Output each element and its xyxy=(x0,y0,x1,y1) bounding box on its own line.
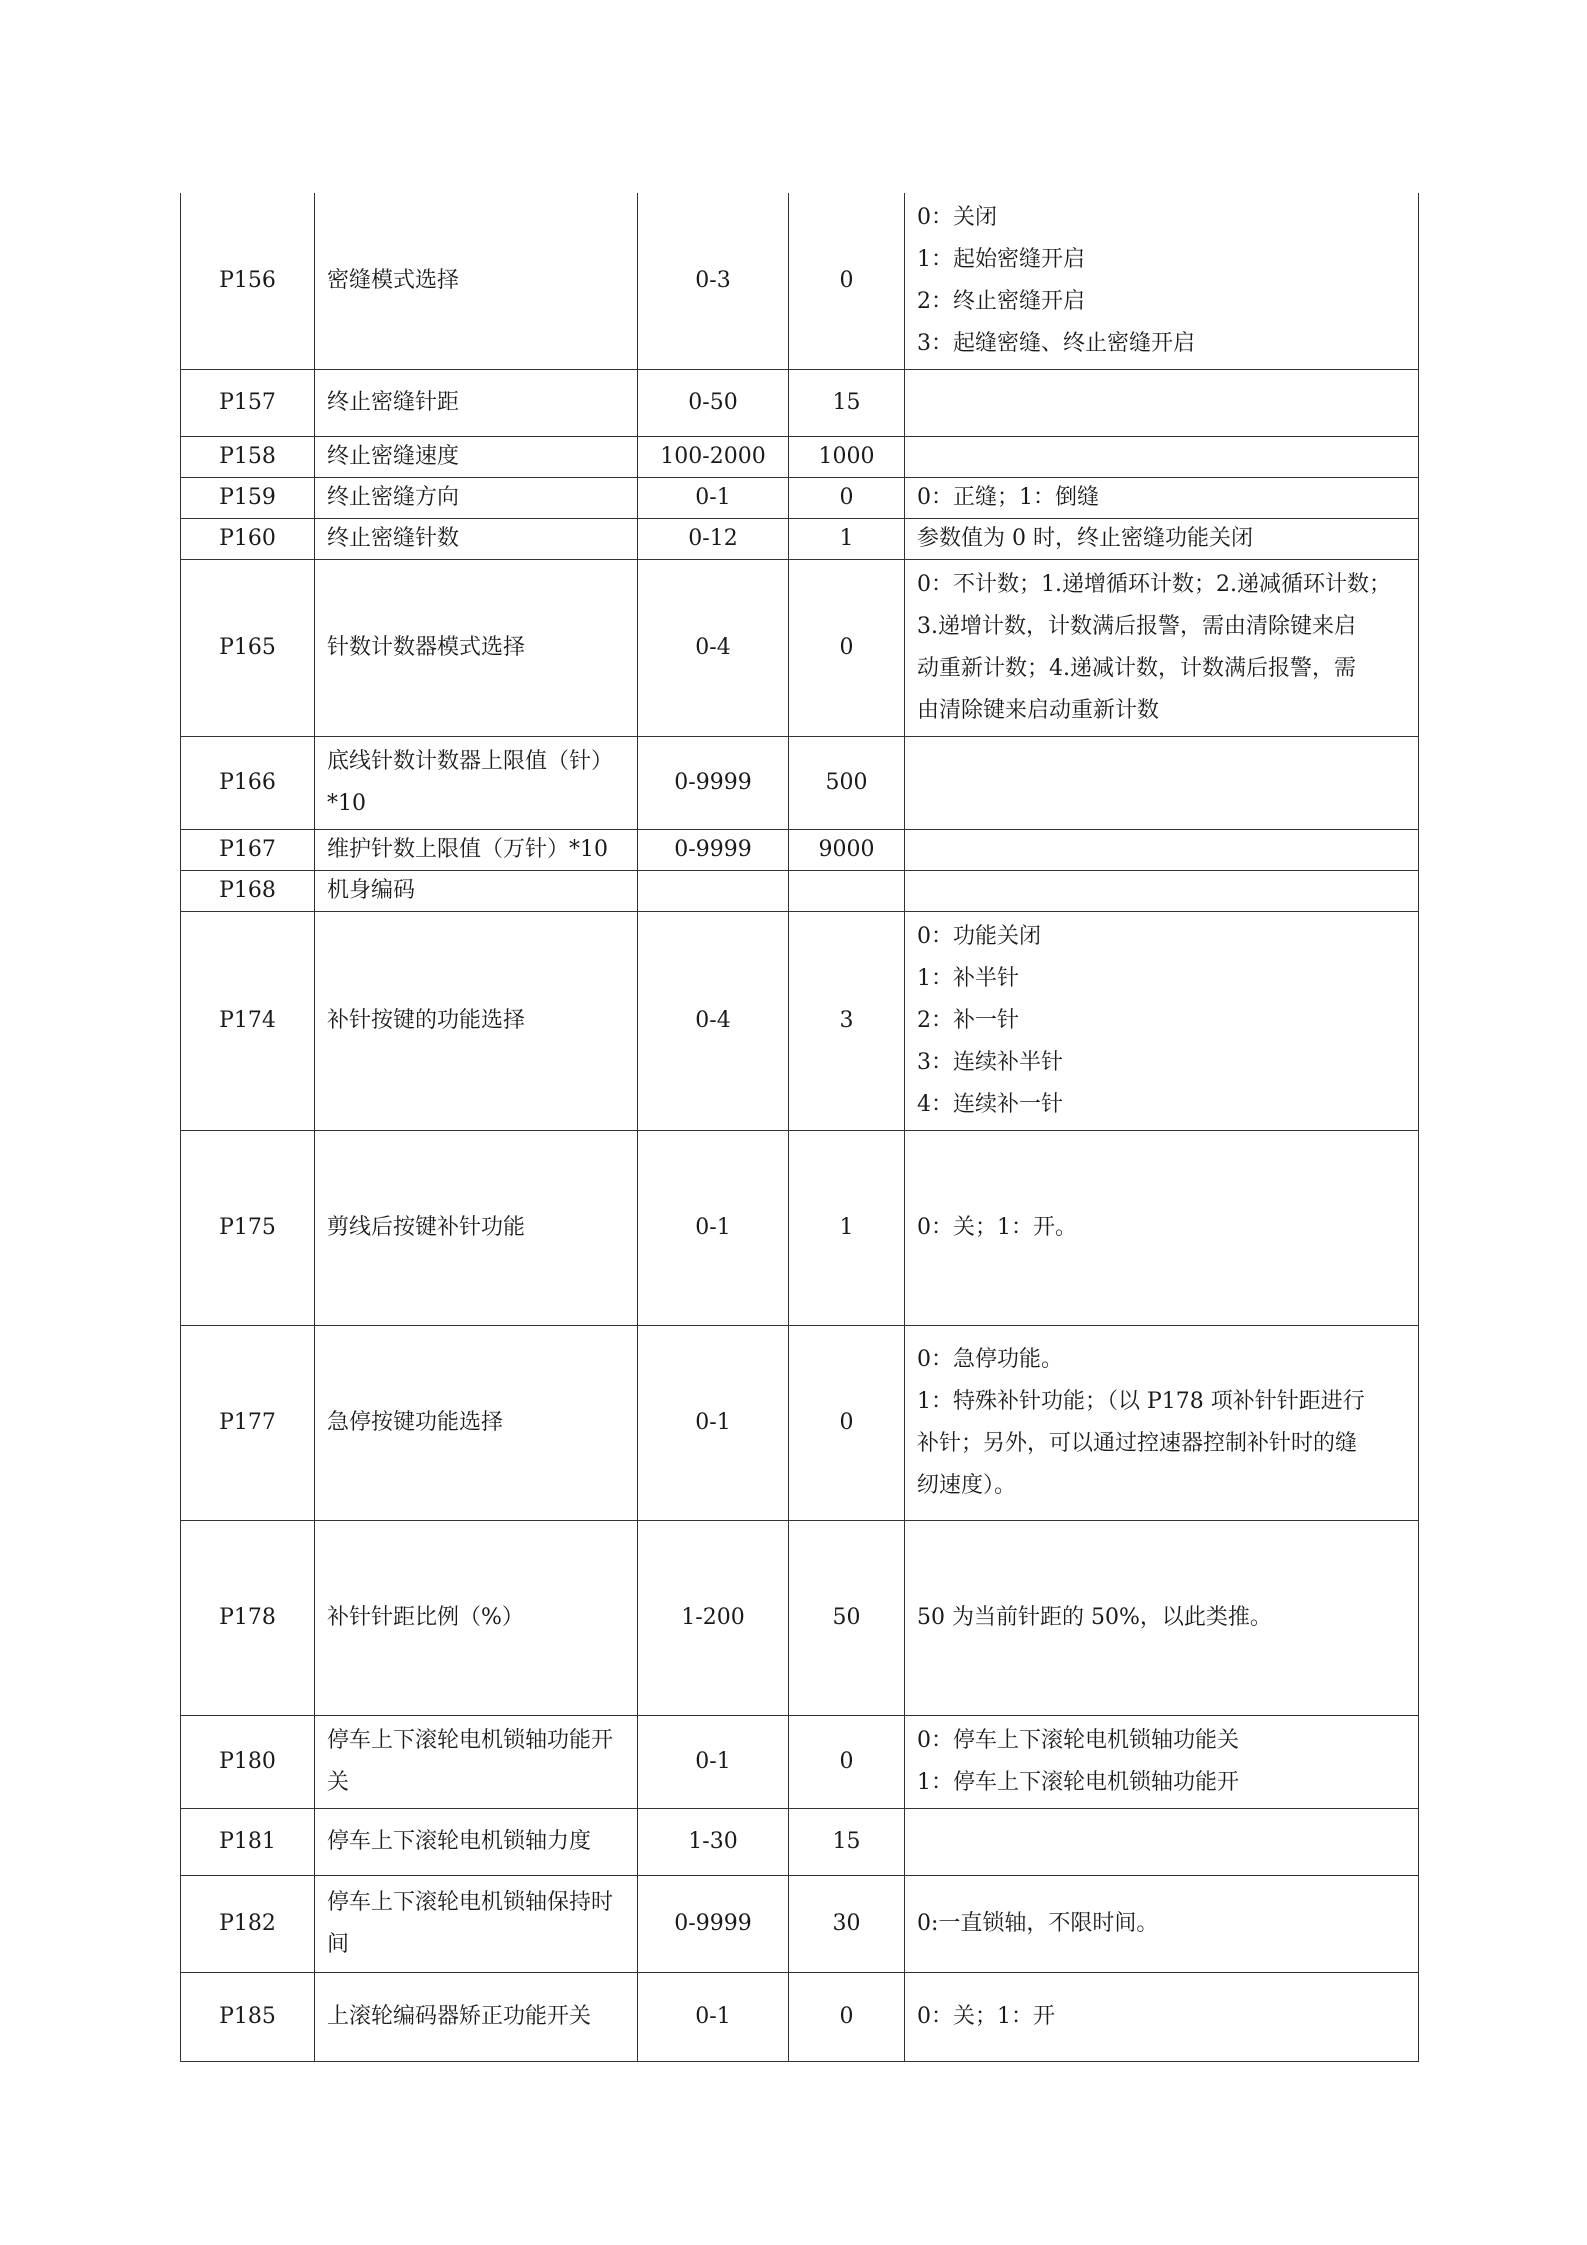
param-description xyxy=(905,1809,1419,1876)
param-code: P175 xyxy=(181,1131,315,1326)
param-default: 1 xyxy=(789,1131,905,1326)
param-name: 维护针数上限值（万针）*10 xyxy=(315,830,638,871)
table-row xyxy=(181,193,1419,370)
description-line: 1：补半针 xyxy=(917,966,1019,991)
param-default: 15 xyxy=(789,1809,905,1876)
param-default: 0 xyxy=(789,1973,905,2062)
param-code: P185 xyxy=(181,1973,315,2062)
param-range: 0-50 xyxy=(638,370,789,437)
param-range: 0-4 xyxy=(638,560,789,737)
param-description xyxy=(905,1876,1419,1973)
param-range: 0-1 xyxy=(638,478,789,519)
param-description xyxy=(905,560,1419,737)
param-code: P182 xyxy=(181,1876,315,1973)
description-line: 3：起缝密缝、终止密缝开启 xyxy=(917,331,1195,356)
param-code: P160 xyxy=(181,519,315,560)
param-code: P178 xyxy=(181,1521,315,1716)
description-line: 补针；另外，可以通过控速器控制补针时的缝 xyxy=(917,1431,1358,1456)
description-line: 由清除键来启动重新计数 xyxy=(917,698,1160,723)
param-default: 1000 xyxy=(789,437,905,478)
param-code: P180 xyxy=(181,1716,315,1809)
table-row xyxy=(181,478,1419,519)
param-range: 0-1 xyxy=(638,1716,789,1809)
param-description xyxy=(905,1521,1419,1716)
param-default: 500 xyxy=(789,737,905,830)
param-code: P181 xyxy=(181,1809,315,1876)
description-line: 1：起始密缝开启 xyxy=(917,247,1085,272)
param-name: 上滚轮编码器矫正功能开关 xyxy=(315,1973,638,2062)
description-line: 0：关；1：开。 xyxy=(917,1215,1077,1240)
param-description xyxy=(905,1326,1419,1521)
table-row xyxy=(181,912,1419,1131)
description-line: 动重新计数；4.递减计数，计数满后报警，需 xyxy=(917,656,1356,681)
param-range: 0-1 xyxy=(638,1326,789,1521)
param-name: 终止密缝针数 xyxy=(315,519,638,560)
table-row xyxy=(181,519,1419,560)
param-description xyxy=(905,871,1419,912)
param-description xyxy=(905,1131,1419,1326)
param-range: 1-30 xyxy=(638,1809,789,1876)
param-name: 终止密缝针距 xyxy=(315,370,638,437)
param-name: 急停按键功能选择 xyxy=(315,1326,638,1521)
description-line: 0：急停功能。 xyxy=(917,1347,1063,1372)
table-row xyxy=(181,830,1419,871)
description-line: 50 为当前针距的 50%，以此类推。 xyxy=(917,1605,1272,1630)
description-line: 4：连续补一针 xyxy=(917,1092,1063,1117)
parameter-table-body xyxy=(181,193,1419,2062)
table-row xyxy=(181,1716,1419,1809)
description-line: 2：终止密缝开启 xyxy=(917,289,1085,314)
param-range: 0-4 xyxy=(638,912,789,1131)
table-row xyxy=(181,437,1419,478)
description-line: 0：不计数；1.递增循环计数；2.递减循环计数； xyxy=(917,572,1391,597)
param-range: 0-1 xyxy=(638,1131,789,1326)
param-default: 0 xyxy=(789,560,905,737)
param-description xyxy=(905,519,1419,560)
param-description xyxy=(905,193,1419,370)
table-row xyxy=(181,871,1419,912)
param-default: 9000 xyxy=(789,830,905,871)
param-default: 50 xyxy=(789,1521,905,1716)
param-range: 0-12 xyxy=(638,519,789,560)
description-line: 0:一直锁轴，不限时间。 xyxy=(917,1911,1159,1936)
param-default: 0 xyxy=(789,1326,905,1521)
param-description xyxy=(905,437,1419,478)
description-line: 3：连续补半针 xyxy=(917,1050,1063,1075)
table-row xyxy=(181,737,1419,830)
param-name: 密缝模式选择 xyxy=(315,193,638,370)
description-line: 0：正缝；1：倒缝 xyxy=(917,485,1099,510)
description-line: 0：关闭 xyxy=(917,205,997,230)
param-name: 剪线后按键补针功能 xyxy=(315,1131,638,1326)
table-row xyxy=(181,370,1419,437)
param-default xyxy=(789,871,905,912)
description-line: 0：停车上下滚轮电机锁轴功能关 xyxy=(917,1728,1239,1753)
param-description xyxy=(905,478,1419,519)
table-row xyxy=(181,1326,1419,1521)
param-name: 补针按键的功能选择 xyxy=(315,912,638,1131)
description-line: 1：特殊补针功能；（以 P178 项补针针距进行 xyxy=(917,1389,1365,1414)
param-name: 停车上下滚轮电机锁轴功能开关 xyxy=(315,1716,638,1809)
param-name: 终止密缝速度 xyxy=(315,437,638,478)
param-name: 底线针数计数器上限值（针）*10 xyxy=(315,737,638,830)
parameter-table xyxy=(180,193,1419,2062)
description-line: 0：功能关闭 xyxy=(917,924,1041,949)
param-name: 停车上下滚轮电机锁轴保持时间 xyxy=(315,1876,638,1973)
param-code: P174 xyxy=(181,912,315,1131)
param-range: 0-9999 xyxy=(638,1876,789,1973)
param-range xyxy=(638,871,789,912)
param-code: P156 xyxy=(181,193,315,370)
param-name: 停车上下滚轮电机锁轴力度 xyxy=(315,1809,638,1876)
param-default: 1 xyxy=(789,519,905,560)
param-range: 1-200 xyxy=(638,1521,789,1716)
table-row xyxy=(181,1521,1419,1716)
param-name: 机身编码 xyxy=(315,871,638,912)
param-range: 0-3 xyxy=(638,193,789,370)
param-code: P157 xyxy=(181,370,315,437)
table-row xyxy=(181,1131,1419,1326)
description-line: 参数值为 0 时，终止密缝功能关闭 xyxy=(917,526,1253,551)
description-line: 3.递增计数，计数满后报警，需由清除键来启 xyxy=(917,614,1356,639)
param-description xyxy=(905,737,1419,830)
param-default: 0 xyxy=(789,1716,905,1809)
param-description xyxy=(905,912,1419,1131)
param-code: P168 xyxy=(181,871,315,912)
table-row xyxy=(181,1973,1419,2062)
description-line: 2：补一针 xyxy=(917,1008,1019,1033)
param-code: P166 xyxy=(181,737,315,830)
param-name: 针数计数器模式选择 xyxy=(315,560,638,737)
param-name: 终止密缝方向 xyxy=(315,478,638,519)
param-default: 0 xyxy=(789,193,905,370)
param-name: 补针针距比例（%） xyxy=(315,1521,638,1716)
param-default: 0 xyxy=(789,478,905,519)
description-line: 1：停车上下滚轮电机锁轴功能开 xyxy=(917,1770,1239,1795)
param-description xyxy=(905,830,1419,871)
param-code: P177 xyxy=(181,1326,315,1521)
param-description xyxy=(905,1716,1419,1809)
param-default: 15 xyxy=(789,370,905,437)
param-default: 3 xyxy=(789,912,905,1131)
table-row xyxy=(181,560,1419,737)
param-range: 0-9999 xyxy=(638,830,789,871)
param-code: P158 xyxy=(181,437,315,478)
param-range: 0-9999 xyxy=(638,737,789,830)
param-description xyxy=(905,370,1419,437)
param-code: P159 xyxy=(181,478,315,519)
description-line: 0：关；1：开 xyxy=(917,2004,1055,2029)
table-row xyxy=(181,1809,1419,1876)
table-row xyxy=(181,1876,1419,1973)
param-range: 100-2000 xyxy=(638,437,789,478)
param-code: P165 xyxy=(181,560,315,737)
param-code: P167 xyxy=(181,830,315,871)
param-default: 30 xyxy=(789,1876,905,1973)
param-description xyxy=(905,1973,1419,2062)
description-line: 纫速度）。 xyxy=(917,1473,1017,1498)
param-range: 0-1 xyxy=(638,1973,789,2062)
